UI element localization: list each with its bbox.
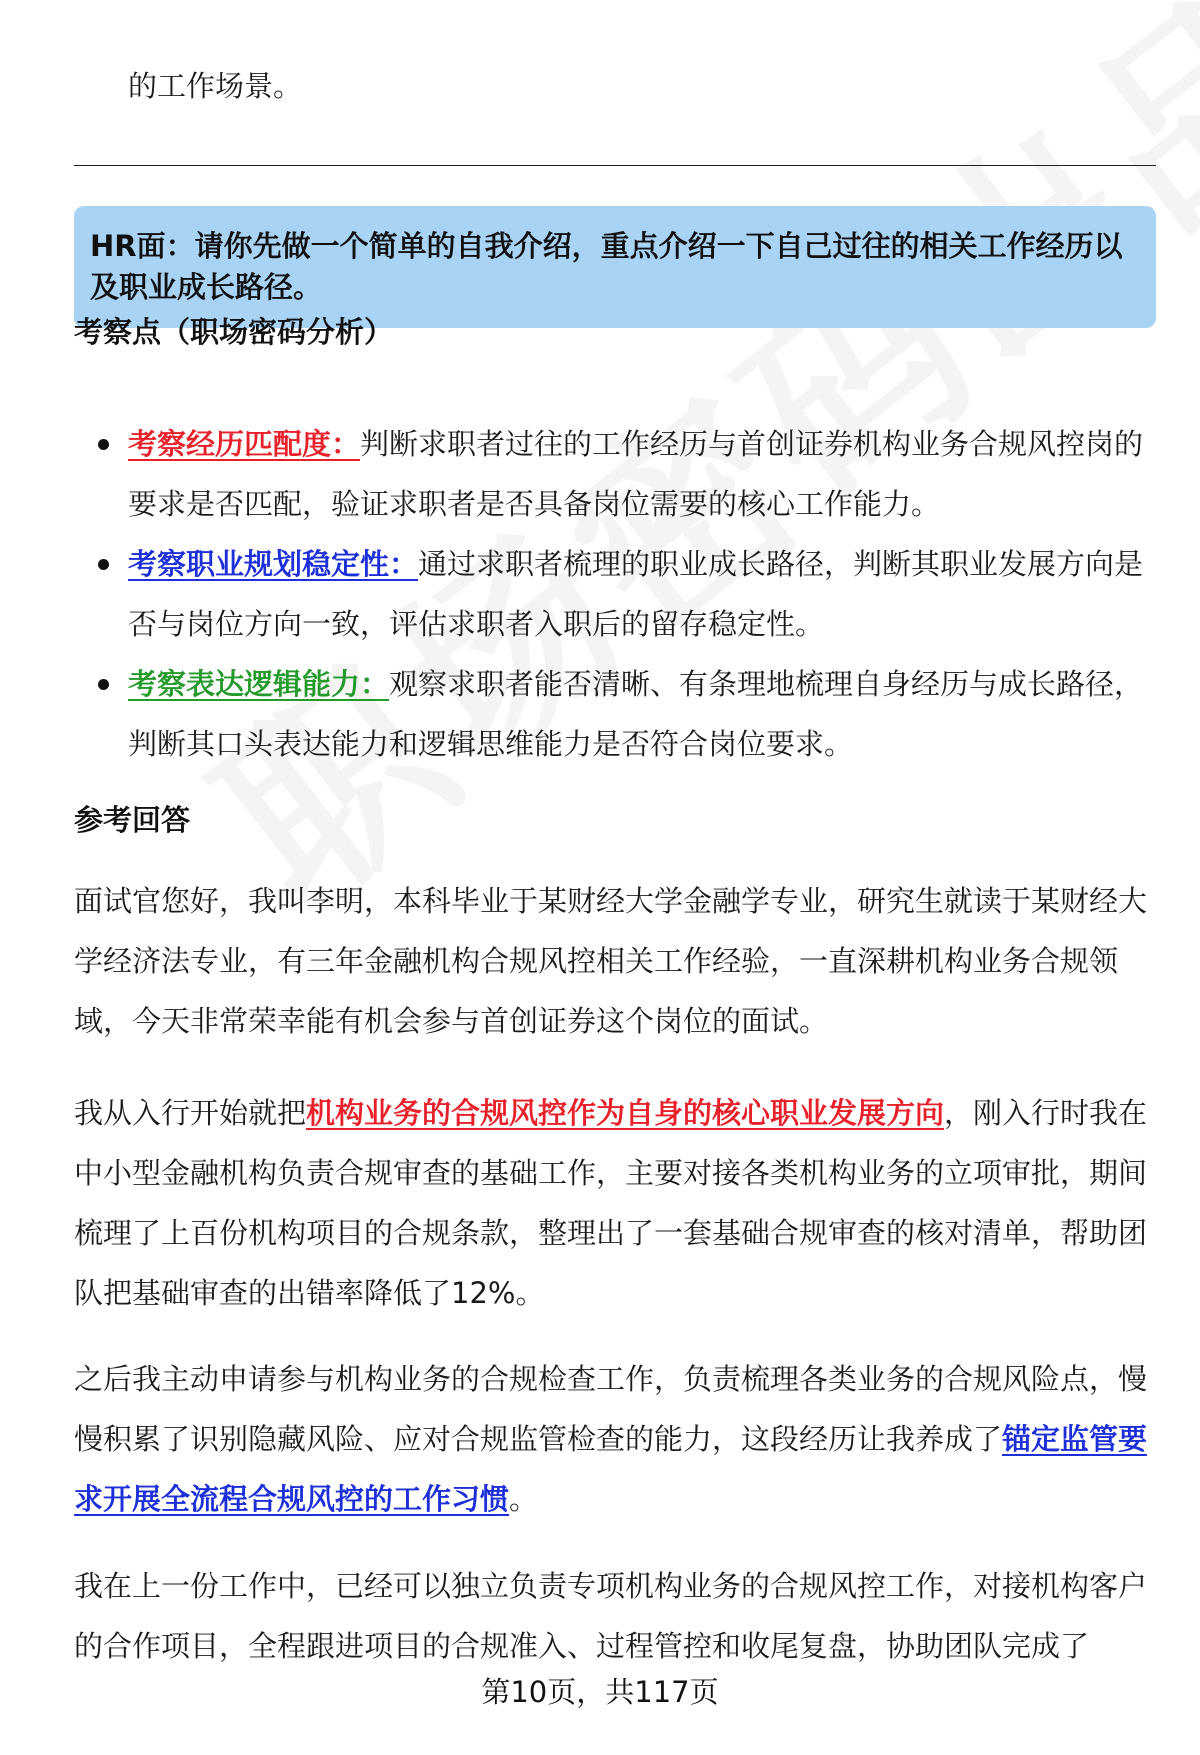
bullet-icon [98,439,109,450]
analysis-heading: 考察点（职场密码分析） [74,315,394,349]
highlight-text: 锚定监管要求开展全流程合规风控的工作习惯 [74,1422,1148,1516]
highlight-text: 机构业务的合规风控作为自身的核心职业发展方向 [306,1096,945,1130]
answer-paragraph: 我在上一份工作中，已经可以独立负责专项机构业务的合规风控工作，对接机构客户的合作项目，全程跟进项目的合规准入、过程管控和收尾复盘，协助团队完成了 [74,1569,1148,1663]
analysis-point [74,414,1156,534]
divider [74,165,1156,166]
page-number: 第10页，共117页 [481,1675,719,1709]
answer-paragraph [74,1083,1156,1323]
answer-heading: 参考回答 [74,803,191,837]
paragraph-text: 我从入行开始就把 [74,1096,307,1130]
point-label: 考察表达逻辑能力： [128,667,390,701]
point-label: 考察经历匹配度： [128,427,361,461]
bullet-icon [98,679,109,690]
question-prefix: HR面： [90,229,195,263]
answer-paragraph [74,1349,1156,1529]
question-text: 请你先做一个简单的自我介绍，重点介绍一下自己过往的相关工作经历以及职业成长路径。 [90,229,1123,304]
paragraph-text: ，刚入行时我在中小型金融机构负责合规审查的基础工作，主要对接各类机构业务的立项审批，期间梳理了上百份机构项目的合规条款，整理出了一套基础合规审查的核对清单，帮助团队把基础审查的出错率降低了12%。 [74,1096,1148,1310]
point-text: 判断求职者过往的工作经历与首创证券机构业务合规风控岗的要求是否匹配，验证求职者是否具备岗位需要的核心工作能力。 [128,427,1144,521]
point-text: 通过求职者梳理的职业成长路径，判断其职业发展方向是否与岗位方向一致，评估求职者入职后的留存稳定性。 [128,547,1144,641]
bullet-icon [98,559,109,570]
point-text: 观察求职者能否清晰、有条理地梳理自身经历与成长路径，判断其口头表达能力和逻辑思维能力是否符合岗位要求。 [128,667,1144,761]
paragraph-text: 。 [509,1482,539,1516]
analysis-points [74,414,1156,774]
paragraph-text: 之后我主动申请参与机构业务的合规检查工作，负责梳理各类业务的合规风险点，慢慢积累了识别隐藏风险、应对合规监管检查的能力，这段经历让我养成了 [74,1362,1148,1456]
analysis-point [74,534,1156,654]
point-label: 考察职业规划稳定性： [128,547,419,581]
previous-page-continuation: 的工作场景。 [128,69,303,103]
analysis-point [74,654,1156,774]
answer-paragraph: 面试官您好，我叫李明，本科毕业于某财经大学金融学专业，研究生就读于某财经大学经济法专业，有三年金融机构合规风控相关工作经验，一直深耕机构业务合规领域，今天非常荣幸能有机会参与首创证券这个岗位的面试。 [74,884,1148,1038]
